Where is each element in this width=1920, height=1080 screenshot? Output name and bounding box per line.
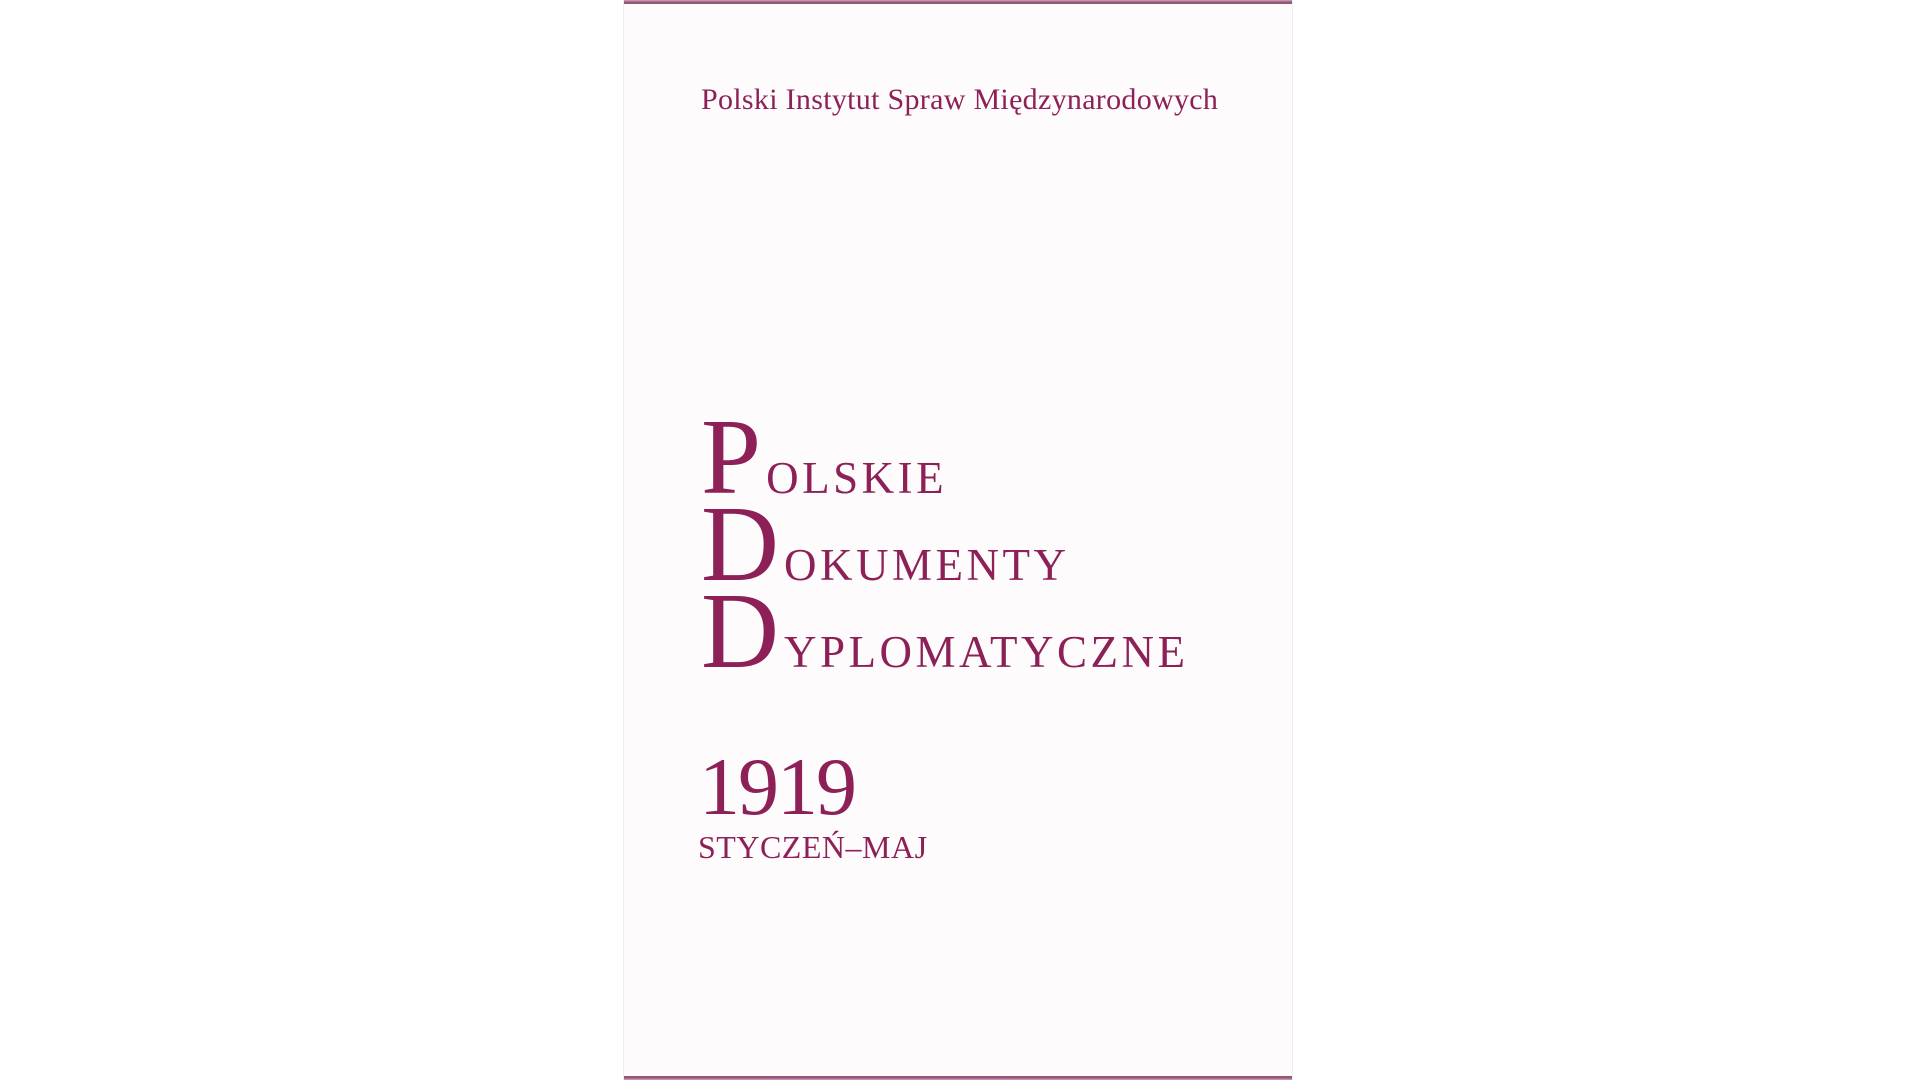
- title-rest: OKUMENTY: [784, 540, 1070, 590]
- title-rest: YPLOMATYCZNE: [784, 627, 1189, 677]
- publisher-name: Polski Instytut Spraw Międzynarodowych: [701, 83, 1219, 116]
- title-rest: OLSKIE: [766, 453, 948, 503]
- title-initial: D: [701, 572, 779, 691]
- volume-year: 1919: [699, 741, 855, 832]
- title-initial: D: [701, 485, 779, 604]
- book-title: [701, 398, 1189, 691]
- title-line-dyplomatyczne: [701, 572, 1189, 691]
- volume-period: STYCZEŃ–MAJ: [698, 829, 928, 865]
- book-cover-panel: [623, 0, 1293, 1080]
- top-rule: [624, 0, 1292, 4]
- title-initial: P: [701, 398, 762, 517]
- bottom-rule: [624, 1076, 1292, 1080]
